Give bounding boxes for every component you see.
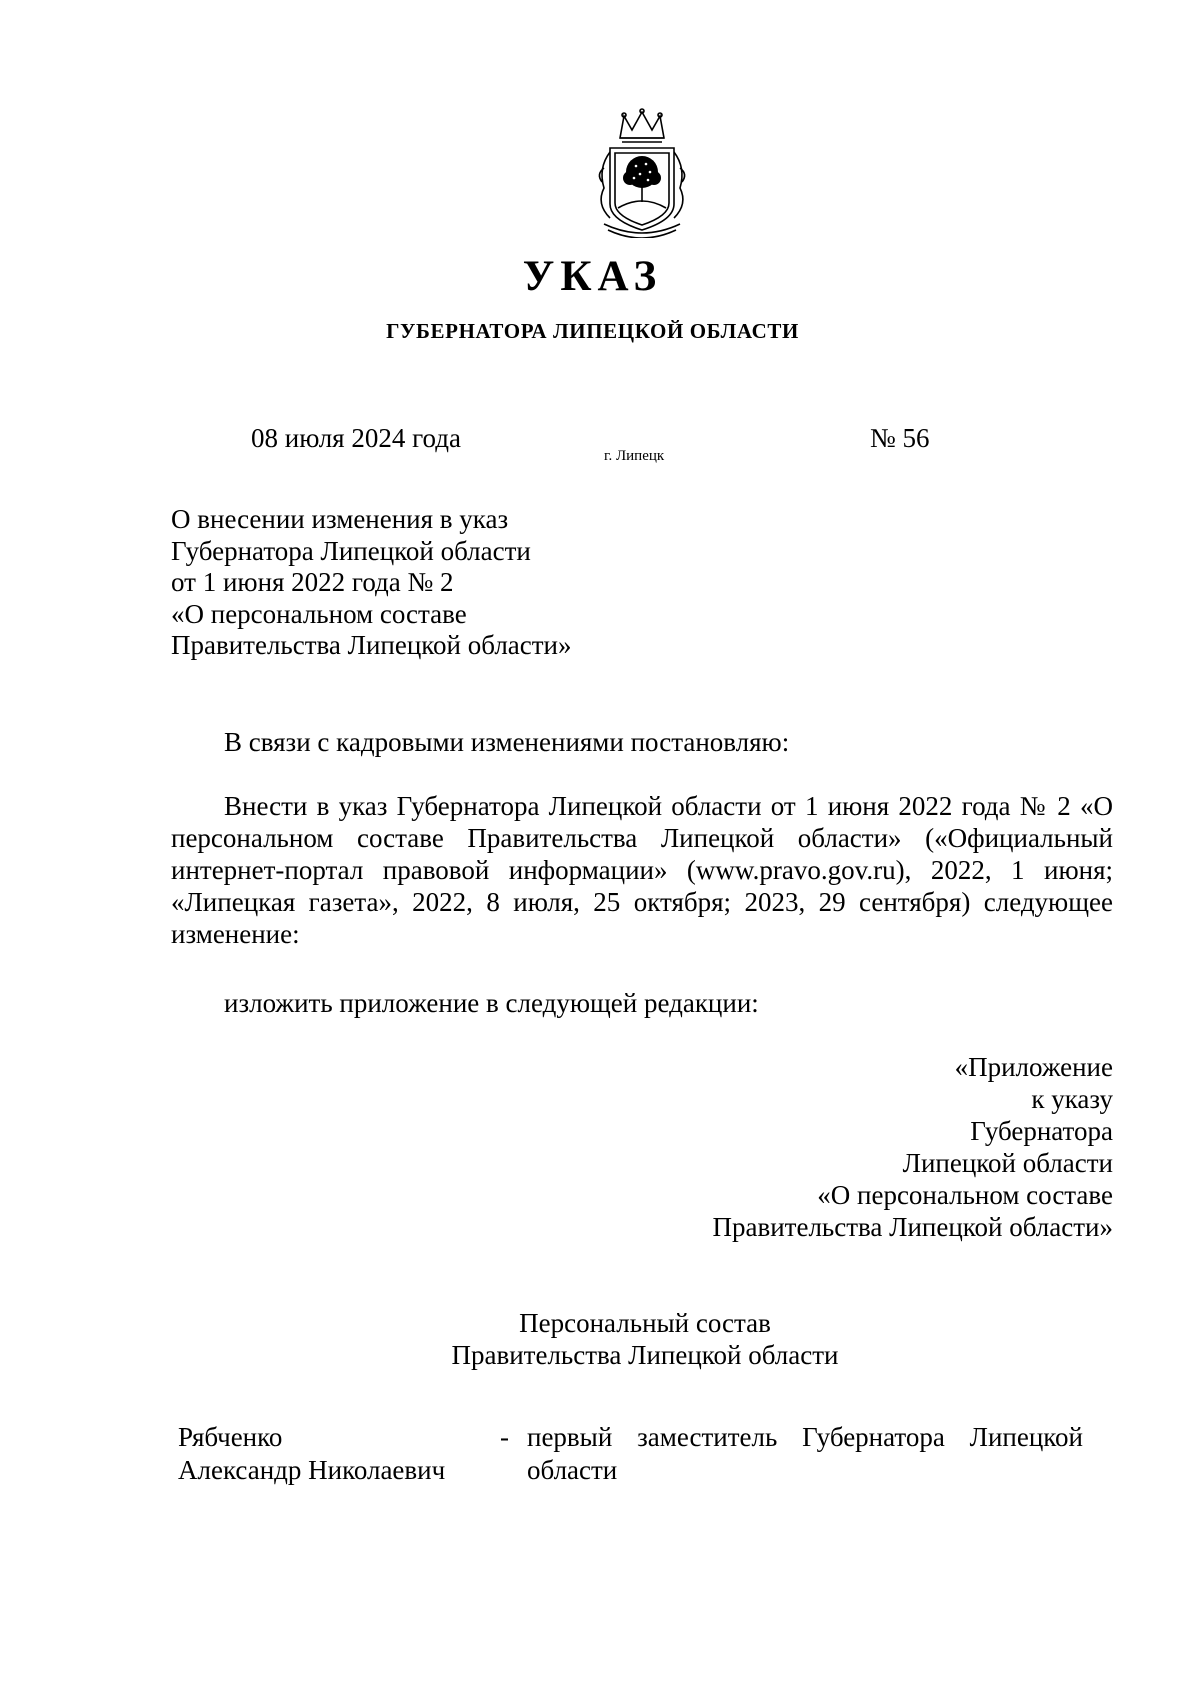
member-given-names: Александр Николаевич	[178, 1455, 446, 1485]
composition-title-line: Правительства Липецкой области	[451, 1340, 839, 1370]
subject-line: «О персональном составе	[171, 598, 467, 629]
document-date: 08 июля 2024 года	[251, 423, 461, 453]
document-number: № 56	[870, 423, 930, 453]
document-title: УКАЗ	[522, 253, 663, 300]
appendix-line: Губернатора	[970, 1116, 1113, 1146]
appendix-line: к указу	[1031, 1084, 1113, 1114]
member-position: первый заместитель Губернатора Липецкой области	[527, 1422, 1083, 1485]
subject-line: Правительства Липецкой области»	[171, 630, 572, 660]
subject-line: от 1 июня 2022 года № 2	[171, 567, 454, 597]
composition-title	[0, 1307, 1200, 1371]
appendix-line: Правительства Липецкой области»	[712, 1212, 1113, 1242]
preamble-paragraph: В связи с кадровыми изменениями постановляю:	[224, 727, 790, 757]
instruction-paragraph: изложить приложение в следующей редакции:	[224, 988, 759, 1018]
document-subject	[171, 504, 572, 662]
lipetsk-coat-of-arms-icon	[590, 108, 694, 238]
appendix-header	[712, 1051, 1113, 1243]
document-subtitle: ГУБЕРНАТОРА ЛИПЕЦКОЙ ОБЛАСТИ	[386, 319, 799, 343]
subject-line: О внесении изменения в указ	[171, 504, 509, 534]
member-name	[178, 1421, 445, 1487]
appendix-line: Липецкой области	[902, 1148, 1113, 1178]
member-dash: -	[500, 1422, 509, 1452]
appendix-line: «О персональном составе	[817, 1180, 1113, 1210]
appendix-line: «Приложение	[954, 1052, 1113, 1082]
member-surname: Рябченко	[178, 1422, 283, 1452]
document-city: г. Липецк	[604, 448, 665, 464]
subject-line: Губернатора Липецкой области	[171, 535, 531, 566]
composition-title-line: Персональный состав	[519, 1308, 771, 1338]
amendment-paragraph: Внести в указ Губернатора Липецкой области от 1 июня 2022 года № 2 «О персональном составе Правительства Липецкой области» («Официальный интернет-портал правовой информации» (www.pravo.gov.ru), 2022, 1 июня; «Липецкая газета», 2022, 8 июля, 25 октября; 2023, 29 сентября) следующее изменение:	[171, 791, 1113, 949]
